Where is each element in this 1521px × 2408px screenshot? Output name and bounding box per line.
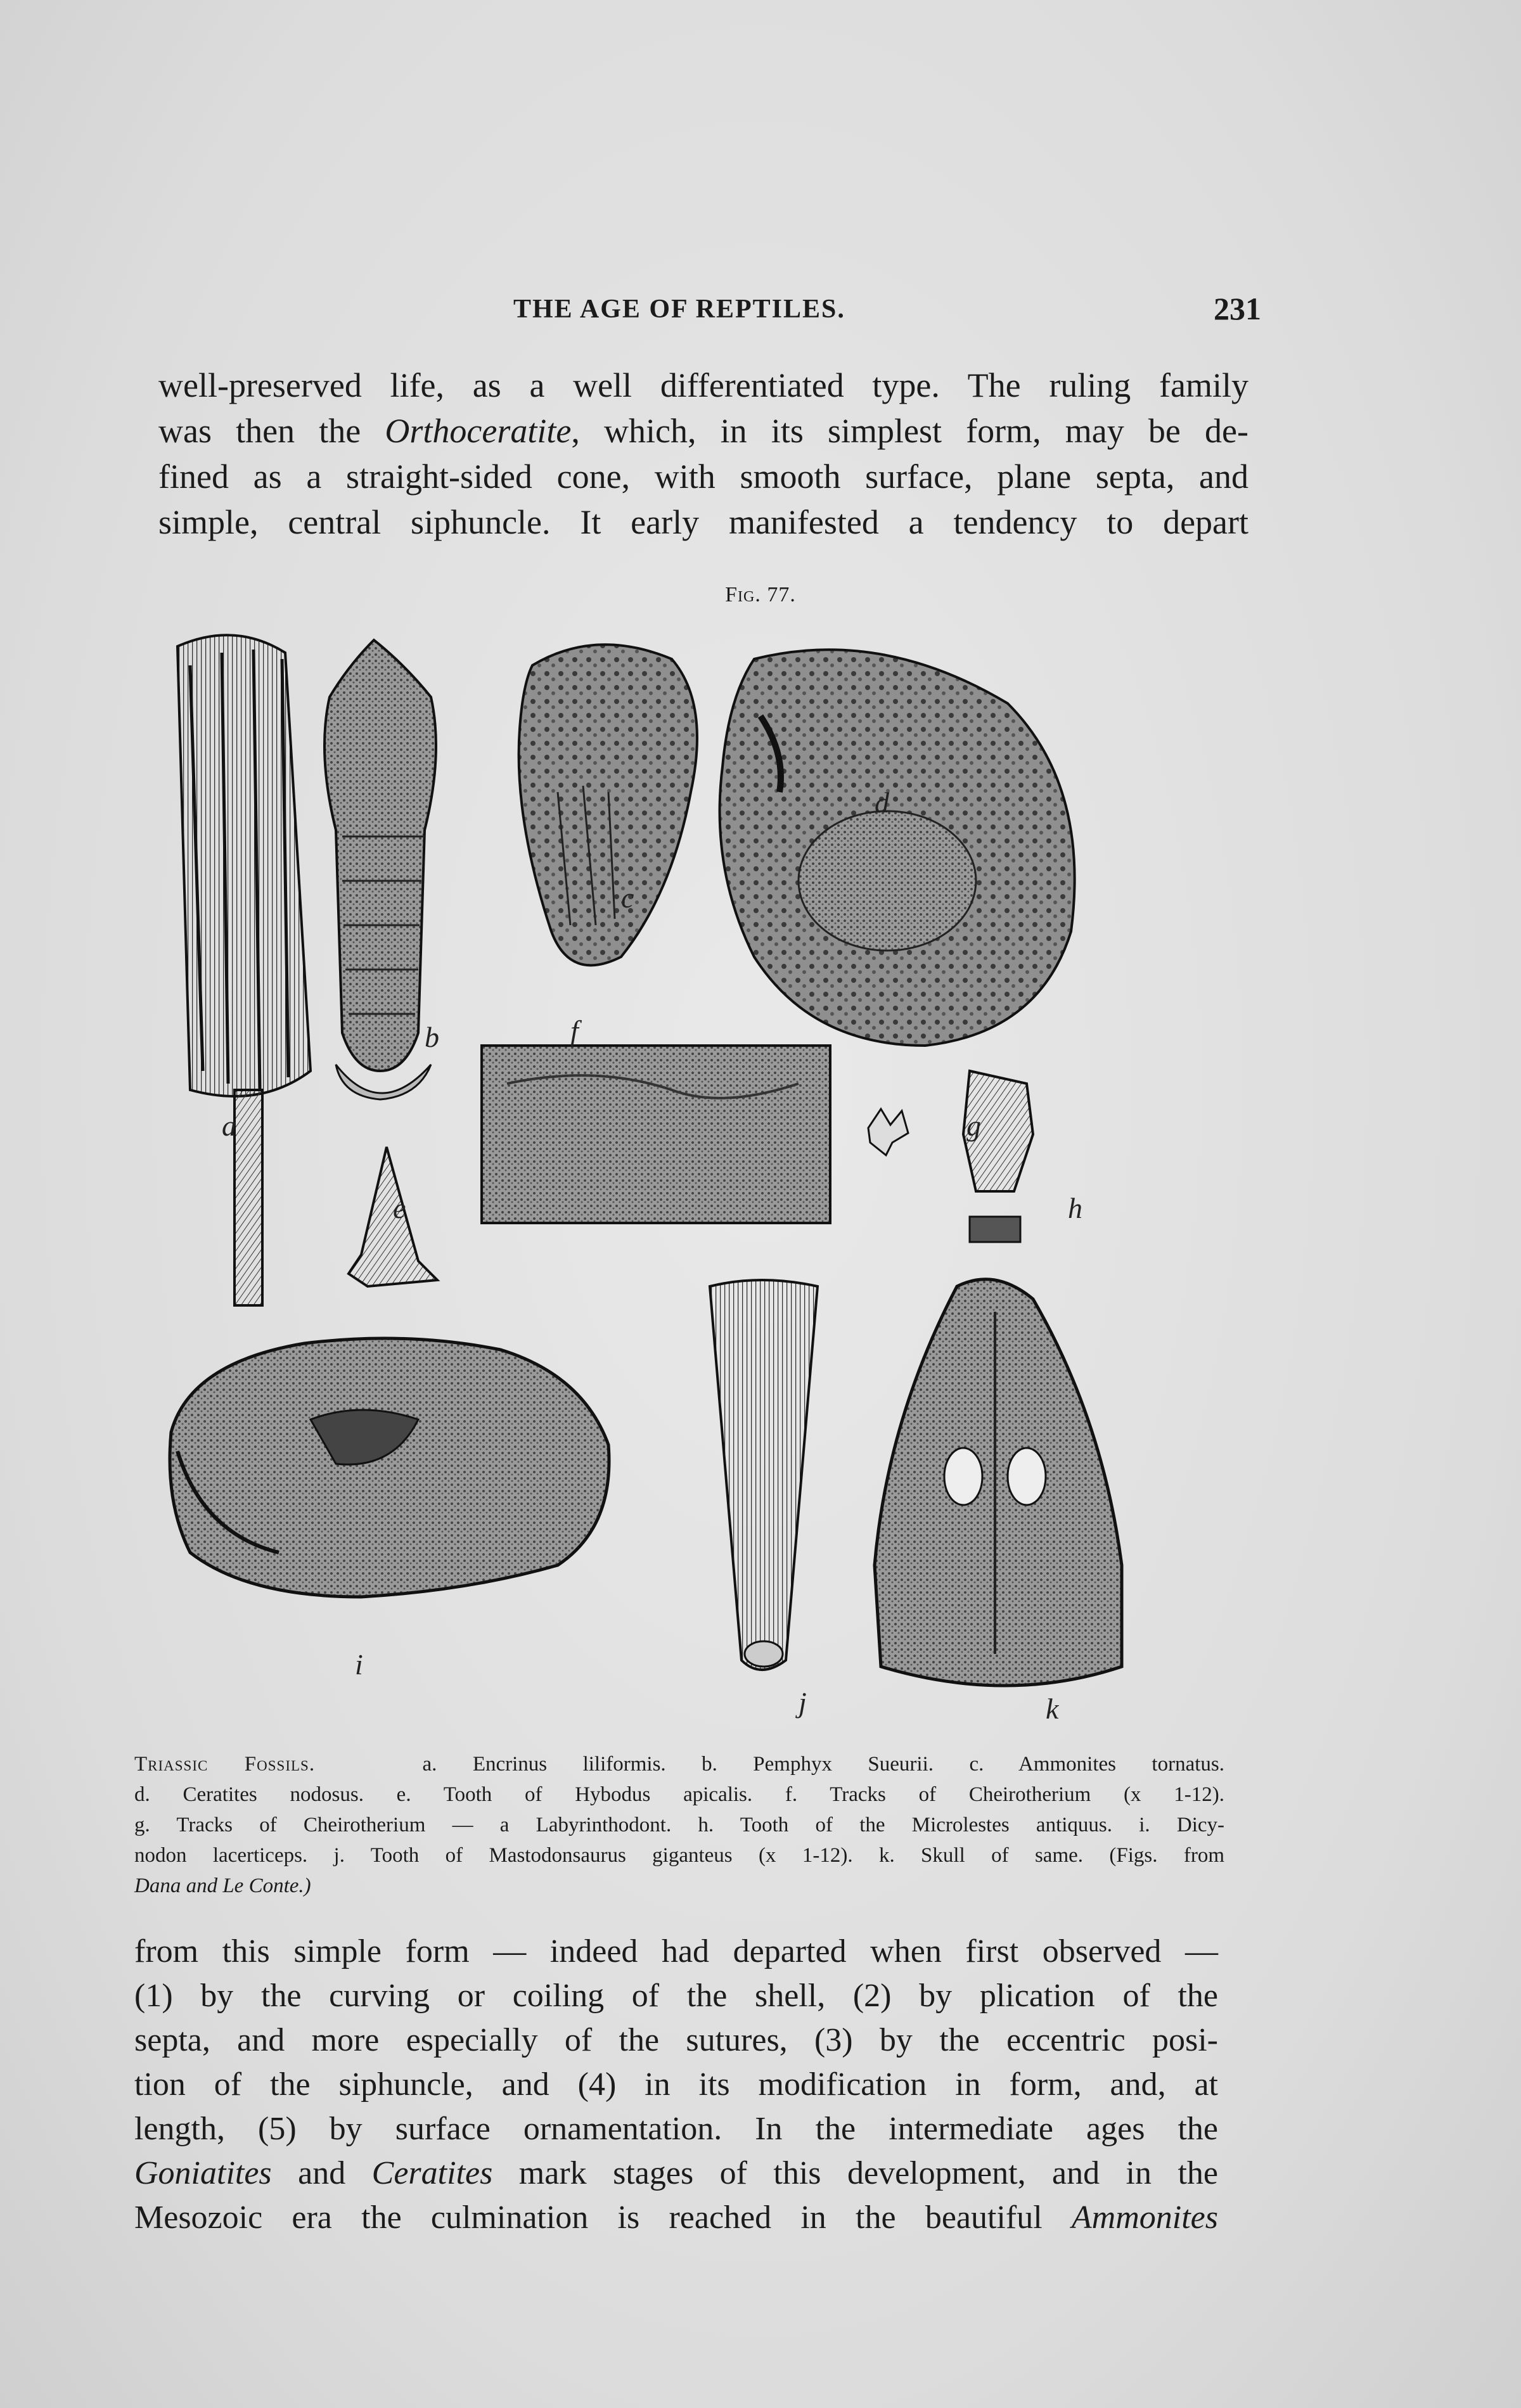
text-span: was then the: [158, 412, 385, 450]
running-title: THE AGE OF REPTILES.: [513, 295, 845, 324]
text-line: septa, and more especially of the sutures, (3) by the eccentric posi-: [134, 2022, 1218, 2058]
fig-letter-b: b: [425, 1021, 439, 1053]
text-line: [158, 408, 1248, 454]
text-line: from this simple form — indeed had departed when first observed —: [134, 1933, 1218, 1969]
text-span: , which, in its simplest form, may be de-: [571, 412, 1248, 450]
fossil-j-tooth: [710, 1280, 818, 1670]
caption-line: d. Ceratites nodosus. e. Tooth of Hybodus apicalis. f. Tracks of Cheirotherium (x 1-12).: [134, 1783, 1224, 1806]
fossil-a-crinoid: [177, 635, 311, 1305]
fossil-d-ceratites: [720, 650, 1075, 1046]
bottom-paragraph: [134, 1930, 1218, 2240]
fossil-g-tracks: [868, 1109, 908, 1155]
fig-letter-j: j: [799, 1686, 807, 1719]
caption-text: a. Encrinus liliformis. b. Pemphyx Sueurii. c. Ammonites tornatus.: [422, 1753, 1224, 1776]
fig-letter-d: d: [875, 786, 889, 819]
italic-term: Goniatites: [134, 2155, 272, 2191]
fossil-i-skull: [170, 1338, 609, 1597]
fossil-b-lobster: [324, 640, 436, 1099]
fig-letter-c: c: [621, 881, 634, 914]
fig-letter-f: f: [570, 1015, 579, 1047]
fossil-k-skull: [875, 1279, 1122, 1686]
text-line: length, (5) by surface ornamentation. In the intermediate ages the: [134, 2111, 1218, 2147]
caption-line: g. Tracks of Cheirotherium — a Labyrinthodont. h. Tooth of the Microlestes antiquus. i. Dicy-: [134, 1814, 1224, 1836]
top-paragraph: [158, 362, 1248, 545]
caption-line: [134, 1749, 1224, 1779]
fossil-engraving: [152, 627, 1248, 1717]
fig-letter-g: g: [966, 1110, 981, 1142]
text-line: fined as a straight-sided cone, with smooth surface, plane septa, and: [158, 458, 1248, 496]
text-line: simple, central siphuncle. It early manifested a tendency to depart: [158, 503, 1248, 541]
fig-letter-h: h: [1068, 1192, 1082, 1224]
fig-letter-a: a: [222, 1110, 236, 1142]
running-head: [158, 290, 1261, 335]
text-line: [134, 2196, 1218, 2240]
text-line: tion of the siphuncle, and (4) in its modification in form, and, at: [134, 2066, 1218, 2103]
fossil-h-tooth: [963, 1071, 1033, 1242]
caption-lead: Triassic Fossils.: [134, 1753, 316, 1776]
text-line: [134, 2151, 1218, 2196]
fig-letter-i: i: [355, 1648, 363, 1681]
italic-term: Ceratites: [371, 2155, 493, 2191]
figure-label: Fig. 77.: [725, 583, 796, 606]
caption-line: Dana and Le Conte.): [134, 1874, 311, 1897]
fossil-figure: [152, 627, 1248, 1725]
fig-letter-e: e: [393, 1192, 406, 1224]
text-line: well-preserved life, as a well differentiated type. The ruling family: [158, 366, 1248, 404]
text-span: and: [271, 2155, 372, 2191]
italic-term: Ammonites: [1071, 2200, 1218, 2236]
text-span: mark stages of this development, and in the: [492, 2155, 1218, 2191]
italic-term: Orthoceratite: [385, 412, 572, 450]
text-line: (1) by the curving or coiling of the shell, (2) by plication of the: [134, 1978, 1218, 2014]
fossil-c-ammonite: [519, 644, 697, 965]
figure-caption: [134, 1749, 1224, 1901]
fossil-f-tracks-slab: [482, 1046, 830, 1223]
page-number: 231: [1214, 291, 1261, 326]
fig-letter-k: k: [1046, 1693, 1059, 1725]
text-span: Mesozoic era the culmination is reached in the beautiful: [134, 2200, 1072, 2236]
caption-line: nodon lacerticeps. j. Tooth of Mastodonsaurus giganteus (x 1-12). k. Skull of same. (Figs. from: [134, 1844, 1224, 1867]
